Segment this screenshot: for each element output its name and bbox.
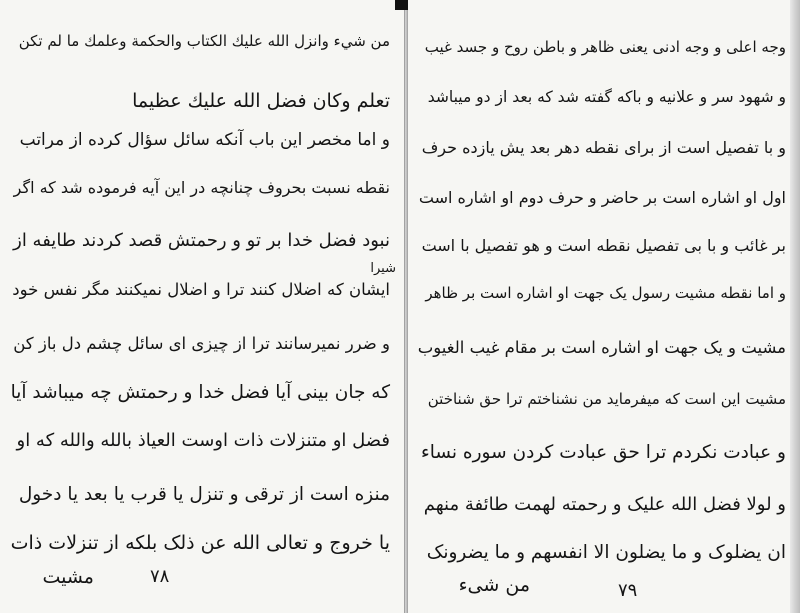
left-line-12: مشیت: [42, 566, 94, 588]
left-line-1: من شيء وانزل الله عليك الكتاب والحكمة وعلمك ما لم تكن: [18, 32, 390, 50]
right-line-6: و اما نقطه مشیت رسول یک جهت او اشاره است بر ظاهر: [425, 284, 786, 302]
right-line-9: و عبادت نکردم ترا حق عبادت کردن سوره نساء: [421, 442, 786, 463]
page-edge: [790, 0, 800, 613]
left-line-11: یا خروج و تعالی الله عن ذلک بلکه از تنزلات ذات: [10, 532, 390, 554]
left-line-9: فضل او متنزلات ذات اوست العیاذ بالله والله که او: [16, 430, 390, 451]
right-page-number: ۷۹: [618, 580, 638, 601]
left-line-7: و ضرر نمیرسانند ترا از چیزی ای سائل چشم دل باز کن: [13, 334, 390, 353]
right-line-12: من شیء: [458, 574, 530, 596]
left-line-5: نبود فضل خدا بر تو و رحمتش قصد کردند طایفه از: [13, 230, 390, 251]
right-line-8: مشیت این است که میفرماید من نشناختم ترا حق شناختن: [427, 390, 786, 408]
right-line-11: ان یضلوک و ما یضلون الا انفسهم و ما یضرونک: [426, 542, 786, 563]
left-line-6: ایشان که اضلال کنند ترا و اضلال نمیکنند مگر نفس خود: [12, 280, 390, 299]
right-line-5: بر غائب و با بی تفصیل نقطه است و هو تفصیل با است: [421, 236, 786, 255]
right-line-7: مشیت و یک جهت او اشاره است بر مقام غیب الغیوب: [417, 338, 786, 357]
left-line-8: که جان بینی آیا فضل خدا و رحمتش چه میباشد آیا: [10, 382, 390, 403]
right-line-1: وجه اعلی و وجه ادنی یعنی ظاهر و باطن روح و جسد غیب: [424, 38, 786, 56]
right-line-4: اول او اشاره است بر حاضر و حرف دوم او اشاره است: [418, 188, 786, 207]
left-line-4: نقطه نسبت بحروف چنانچه در این آیه فرموده شد که اگر: [13, 178, 390, 197]
left-line-2: تعلم وكان فضل الله عليك عظيما: [132, 90, 390, 112]
right-line-2: و شهود سر و علانیه و باکه گفته شد که بعد از دو میباشد: [427, 88, 786, 106]
left-line-10: منزه است از ترقی و تنزل یا قرب یا بعد یا دخول: [18, 484, 390, 505]
left-page-number: ۷۸: [150, 566, 170, 587]
right-line-10: و لولا فضل الله علیک و رحمته لهمت طائفة منهم: [423, 494, 786, 515]
right-page: [408, 0, 800, 613]
right-line-3: و با تفصیل است از برای نقطه دهر بعد یش یازده حرف: [421, 138, 786, 157]
marginal-note: شیرا: [370, 261, 396, 276]
left-line-3: و اما مخصر این باب آنکه سائل سؤال کرده از مراتب: [19, 130, 390, 150]
